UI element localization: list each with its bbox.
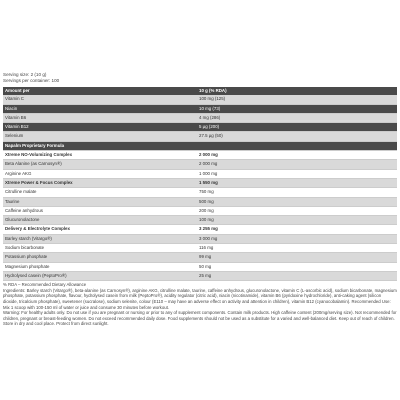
ingredients-text: Ingredients: Barley starch (Vitargo®), beta-alanine (as Carnosyn®), arginine AKG, citrulline malate, taurine, caffeine anhydrous, glucuronolactone, vitamin C (L-ascorbic acid), sodium bicarbonate, magnesium phosphate, potassium phosphate, flavour, hydrolysed casein from milk (PeptoPro®), acidity regulator (citric acid), niacin (nicotinamide), vitamin B6 (pyridoxine hydrochloride), anti-caking agent (silicon dioxide, tricalcium phosphate), sweetener (sucralose), sodium selenite, colour (E110 – may have an adverse effect on activity and attention in children), vitamin B12 (cyanocobalamin). Recommended Use: Mix 1 scoop with 100-150 ml of water or juice and consume 30 minutes before workout. <box>3 287 397 310</box>
table-row <box>3 104 397 113</box>
table-row <box>3 178 397 187</box>
nutrient-name: Potassium phosphate <box>3 253 197 262</box>
warning-text: Warning: For healthy adults only. Do not use if you are pregnant or nursing or prior to any of supplement components. Contain milk products. High caffeine content (200mg/serving size). Not recommended for children, pregnant or breast-feeding women. Do not exceed recommended daily dose. Food supplements should not be used as a substitute for a varied and well-balanced diet. Keep out of reach of children. Store in dry and cool place. Protect from direct sunlight. <box>3 310 397 327</box>
table-row <box>3 160 397 169</box>
table-row <box>3 216 397 225</box>
servings-per-container: Servings per container: 100 <box>3 78 60 83</box>
nutrient-amount: 500 mg <box>197 197 397 206</box>
nutrient-amount: 1 000 mg <box>197 169 397 178</box>
nutrient-name: Beta Alanine (as Carnosyn®) <box>3 160 197 169</box>
serving-info <box>3 72 397 84</box>
nutrient-amount: 2 000 mg <box>197 151 397 160</box>
nutrient-amount: 3 000 mg <box>197 234 397 243</box>
nutrient-name: Vitamin B12 <box>3 123 197 132</box>
nutrient-name: Napalm Proprietary Formula <box>3 141 197 150</box>
table-row <box>3 141 397 150</box>
nutrient-name: Barley starch (Vitargo®) <box>3 234 197 243</box>
table-row <box>3 132 397 141</box>
nutrient-amount: 5 µg (200) <box>197 123 397 132</box>
table-row <box>3 234 397 243</box>
nutrient-amount <box>197 141 397 150</box>
serving-size: Serving size: 2 (10 g) <box>3 72 47 77</box>
nutrient-name: Magnesium phosphate <box>3 262 197 271</box>
nutrient-name: Xtreme Power & Focus Complex <box>3 178 197 187</box>
header-rda: 10 g (% RDA) <box>197 87 397 95</box>
nutrient-name: Vitamin B6 <box>3 113 197 122</box>
nutrient-amount: 25 mg <box>197 271 397 280</box>
nutrient-amount: 2 000 mg <box>197 160 397 169</box>
nutrient-amount: 10 mg (73) <box>197 104 397 113</box>
nutrient-name: Hydrolysed casein (PeptoPro®) <box>3 271 197 280</box>
nutrition-table <box>3 87 397 281</box>
nutrient-amount: 200 mg <box>197 206 397 215</box>
header-amount-per: Amount per <box>3 87 197 95</box>
nutrient-name: Niacin <box>3 104 197 113</box>
table-row <box>3 95 397 104</box>
nutrient-amount: 116 mg <box>197 244 397 253</box>
nutrient-amount: 99 mg <box>197 253 397 262</box>
nutrient-amount: 750 mg <box>197 188 397 197</box>
table-body <box>3 95 397 280</box>
nutrient-amount: 50 mg <box>197 262 397 271</box>
table-row <box>3 113 397 122</box>
nutrient-name: Xtreme NO-Volumizing Complex <box>3 151 197 160</box>
nutrient-name: Taurine <box>3 197 197 206</box>
table-row <box>3 123 397 132</box>
table-row <box>3 188 397 197</box>
nutrient-name: Selenium <box>3 132 197 141</box>
table-row <box>3 206 397 215</box>
nutrient-name: Vitamin C <box>3 95 197 104</box>
table-row <box>3 244 397 253</box>
table-row <box>3 271 397 280</box>
nutrient-amount: 27.5 µg (50) <box>197 132 397 141</box>
nutrient-name: Caffeine anhydrous <box>3 206 197 215</box>
nutrient-name: Glucuronolactone <box>3 216 197 225</box>
label-footer <box>3 282 397 327</box>
table-row <box>3 197 397 206</box>
nutrient-amount: 1 550 mg <box>197 178 397 187</box>
table-row <box>3 225 397 234</box>
table-row <box>3 253 397 262</box>
nutrient-name: Sodium bicarbonate <box>3 244 197 253</box>
table-row <box>3 169 397 178</box>
supplement-facts-panel <box>3 72 397 327</box>
nutrient-amount: 4 mg (286) <box>197 113 397 122</box>
table-header-row <box>3 87 397 95</box>
nutrient-name: Arginine AKG <box>3 169 197 178</box>
nutrient-name: Citrulline malate <box>3 188 197 197</box>
table-row <box>3 151 397 160</box>
table-row <box>3 262 397 271</box>
nutrient-amount: 100 mg (125) <box>197 95 397 104</box>
nutrient-name: Delivery & Electrolyte Complex <box>3 225 197 234</box>
nutrient-amount: 3 255 mg <box>197 225 397 234</box>
rda-note: % RDA – Recommended Dietary Allowance <box>3 282 87 288</box>
nutrient-amount: 100 mg <box>197 216 397 225</box>
